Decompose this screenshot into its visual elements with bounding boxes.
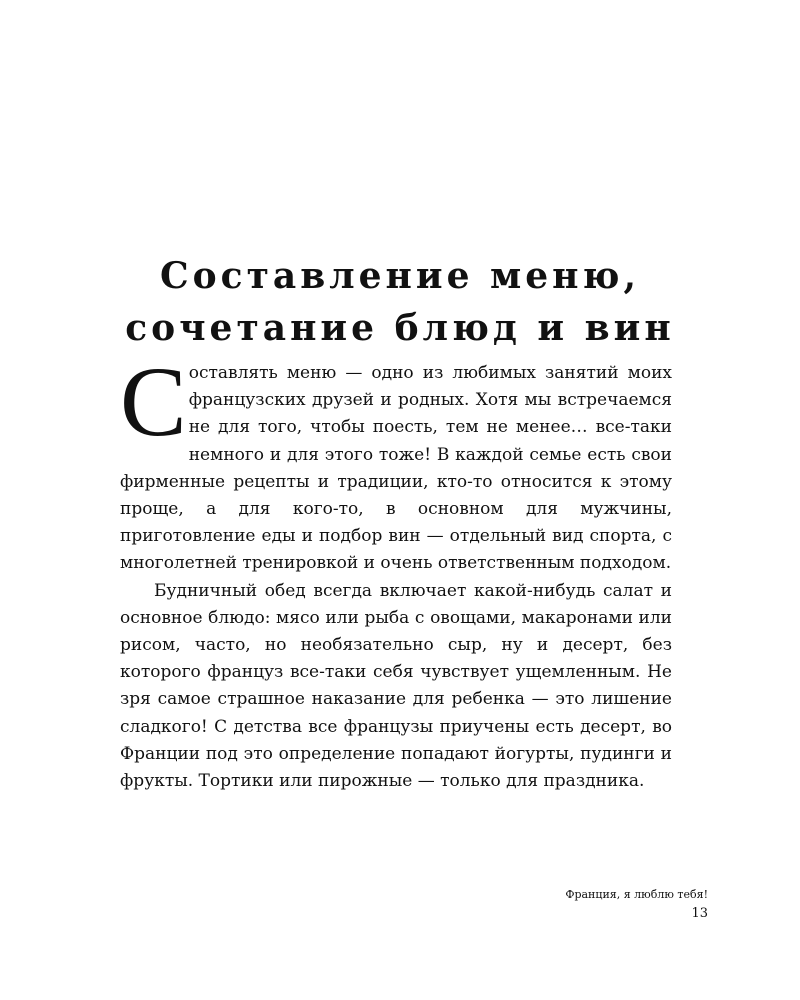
page-number: 13 — [691, 906, 708, 921]
chapter-title-line-2: сочетание блюд и вин — [125, 307, 675, 349]
running-footer-title: Франция, я люблю тебя! — [565, 888, 708, 901]
drop-cap: С — [120, 346, 187, 457]
chapter-title-line-1: Составление меню, — [160, 255, 640, 297]
paragraph-1 — [120, 346, 672, 578]
body-text — [120, 346, 672, 795]
paragraph-1-text: оставлять меню — одно из любимых занятий моих французских друзей и родных. Хотя мы встречаемся не для того, чтобы поесть, тем не менее… все-таки немного и для этого тоже! В каждой семье есть свои фирменные рецепты и традиции, кто-то относится к этому проще, а для кого-то, в основном для мужчины, приготовление еды и подбор вин — отдельный вид спорта, с многолетней тренировкой и очень ответственным подходом. — [120, 363, 672, 574]
chapter-title — [80, 250, 720, 354]
paragraph-2: Будничный обед всегда включает какой-нибудь салат и основное блюдо: мясо или рыба с овощами, макаронами или рисом, часто, но необязательно сыр, ну и десерт, без которого француз все-таки себя чувствует ущемленным. Не зря самое страшное наказание для ребенка — это лишение сладкого! С детства все французы приучены есть десерт, во Франции под это определение попадают йогурты, пудинги и фрукты. Тортики или пирожные — только для праздника. — [120, 580, 672, 792]
